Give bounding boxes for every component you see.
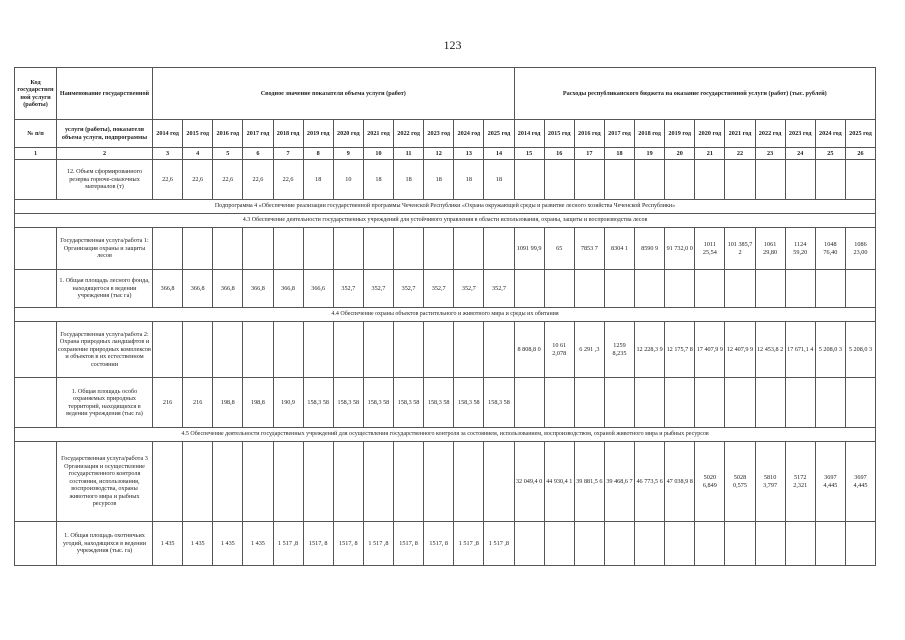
value-cell: 366,6 [303,270,333,308]
value-cell [183,322,213,378]
value-cell: 22,6 [273,160,303,200]
value-cell [363,322,393,378]
expenses-year-header: 2022 год [755,120,785,148]
expense-cell [665,378,695,428]
expense-cell: 17 407,9 9 [695,322,725,378]
value-cell: 352,7 [424,270,454,308]
row-number [15,322,57,378]
column-number: 3 [153,148,183,160]
expense-cell [785,160,815,200]
table-row [15,522,876,566]
column-number: 18 [604,148,634,160]
value-cell: 198,8 [213,378,243,428]
expense-cell [574,270,604,308]
expense-cell: 5810 3,797 [755,442,785,522]
expense-cell: 5 208,0 3 [845,322,875,378]
row-number [15,160,57,200]
column-numbers-row [15,148,876,160]
expense-cell [815,378,845,428]
expense-cell [815,522,845,566]
column-number: 8 [303,148,333,160]
value-cell [424,228,454,270]
expense-cell [755,270,785,308]
value-cell: 352,7 [333,270,363,308]
values-year-header: 2015 год [183,120,213,148]
value-cell: 198,8 [243,378,273,428]
value-cell [153,442,183,522]
expense-cell [544,378,574,428]
value-cell [484,322,514,378]
row-number-header: № п/п [15,120,57,148]
column-number: 1 [15,148,57,160]
expense-cell [725,378,755,428]
value-cell: 18 [363,160,393,200]
value-cell: 1517, 8 [303,522,333,566]
column-number: 4 [183,148,213,160]
column-number: 23 [755,148,785,160]
section-row [15,200,876,214]
row-name: 12. Объем сформированного резерва горюче-смазочных материалов (т) [57,160,153,200]
table-row [15,270,876,308]
row-number [15,522,57,566]
header-row-1 [15,68,876,120]
value-cell [454,322,484,378]
expense-cell: 1061 29,80 [755,228,785,270]
expense-cell: 8304 1 [604,228,634,270]
value-cell [424,322,454,378]
value-cell: 1 517 ,8 [484,522,514,566]
expense-cell [544,522,574,566]
column-number: 2 [57,148,153,160]
value-cell: 1 517 ,8 [273,522,303,566]
value-cell [454,228,484,270]
values-year-header: 2014 год [153,120,183,148]
column-number: 17 [574,148,604,160]
expense-cell: 1086 23,00 [845,228,875,270]
expense-cell: 1091 99,9 [514,228,544,270]
expenses-year-header: 2023 год [785,120,815,148]
column-number: 13 [454,148,484,160]
value-cell [394,442,424,522]
table-row [15,378,876,428]
value-cell: 1517, 8 [424,522,454,566]
section-row [15,308,876,322]
value-cell: 366,8 [183,270,213,308]
value-cell: 1 435 [183,522,213,566]
expense-cell: 5028 0,575 [725,442,755,522]
expenses-year-header: 2018 год [635,120,665,148]
expense-cell: 8590 9 [635,228,665,270]
expense-cell [514,522,544,566]
name-header: Наименование государственной [57,68,153,120]
value-cell: 22,6 [153,160,183,200]
values-year-header: 2016 год [213,120,243,148]
expense-cell [695,270,725,308]
value-cell [333,228,363,270]
value-cell [213,442,243,522]
values-year-header: 2018 год [273,120,303,148]
value-cell: 366,8 [153,270,183,308]
section-row [15,214,876,228]
expense-cell: 39 881,5 6 [574,442,604,522]
value-cell: 216 [153,378,183,428]
column-number: 7 [273,148,303,160]
expenses-year-header: 2019 год [665,120,695,148]
expense-cell: 44 930,4 1 [544,442,574,522]
expense-cell [604,522,634,566]
expense-cell [604,160,634,200]
expense-cell [604,378,634,428]
value-cell: 1 435 [243,522,273,566]
expense-cell [725,160,755,200]
value-cell: 352,7 [394,270,424,308]
expense-cell [755,160,785,200]
values-year-header: 2017 год [243,120,273,148]
value-cell: 190,9 [273,378,303,428]
values-year-header: 2021 год [363,120,393,148]
row-number [15,228,57,270]
values-year-header: 2022 год [394,120,424,148]
table-row [15,228,876,270]
column-number: 11 [394,148,424,160]
expense-cell: 17 671,1 4 [785,322,815,378]
expense-cell: 12 228,3 9 [635,322,665,378]
expenses-group-header: Расходы республиканского бюджета на оказание государственной услуги (работ) (тыс. рублей) [514,68,876,120]
expense-cell [695,522,725,566]
expenses-year-header: 2025 год [845,120,875,148]
expense-cell [815,270,845,308]
header-row-2 [15,120,876,148]
expense-cell: 32 049,4 0 [514,442,544,522]
value-cell: 366,8 [213,270,243,308]
value-cell: 18 [454,160,484,200]
expense-cell: 8 808,8 0 [514,322,544,378]
expense-cell [785,270,815,308]
expense-cell [544,270,574,308]
expense-cell [574,378,604,428]
values-year-header: 2020 год [333,120,363,148]
value-cell [333,442,363,522]
value-cell: 1 435 [213,522,243,566]
expenses-year-header: 2020 год [695,120,725,148]
value-cell: 158,3 58 [363,378,393,428]
value-cell: 158,3 58 [424,378,454,428]
value-cell [424,442,454,522]
row-name: 1. Общая площадь особо охраняемых природных территорий, находящихся в ведении учреждения (тыс га) [57,378,153,428]
value-cell: 158,3 58 [484,378,514,428]
expense-cell [514,378,544,428]
expense-cell [635,270,665,308]
section-title: Подпрограмма 4 «Обеспечение реализации государственной программы Чеченской Республики «Охрана окружающей среды и развитие лесного хозяйства Чеченской Республики» [15,200,876,214]
expense-cell [845,522,875,566]
code-header: Код государственной услуги (работы) [15,68,57,120]
section-title: 4.5 Обеспечение деятельности государственных учреждений для осуществления государственного контроля за состоянием, использованием, воспроизводством, охраной животного мира и рыбных ресурсов [15,428,876,442]
value-cell [183,442,213,522]
expense-cell [604,270,634,308]
expense-cell [544,160,574,200]
column-number: 9 [333,148,363,160]
value-cell: 352,7 [363,270,393,308]
expenses-year-header: 2024 год [815,120,845,148]
expense-cell: 1259 8,235 [604,322,634,378]
row-name: Государственная услуга/работа 3 Организация и осуществление государственного контроля состояния, использования, воспроизводства, охраны животного мира и рыбных ресурсов [57,442,153,522]
section-row [15,428,876,442]
expense-cell: 5172 2,321 [785,442,815,522]
value-cell [153,228,183,270]
expense-cell [695,378,725,428]
expense-cell [574,522,604,566]
expenses-year-header: 2014 год [514,120,544,148]
expense-cell [635,522,665,566]
value-cell: 158,3 58 [333,378,363,428]
value-cell [484,228,514,270]
value-cell: 10 [333,160,363,200]
value-cell [153,322,183,378]
value-cell: 158,3 58 [303,378,333,428]
expense-cell: 1011 25,54 [695,228,725,270]
value-cell: 22,6 [243,160,273,200]
value-cell [213,322,243,378]
value-cell [394,228,424,270]
page-number: 123 [443,38,462,52]
row-number [15,378,57,428]
column-number: 15 [514,148,544,160]
value-cell [273,322,303,378]
value-cell: 18 [484,160,514,200]
expense-cell [514,270,544,308]
column-number: 20 [665,148,695,160]
expense-cell: 1124 59,20 [785,228,815,270]
expense-cell [845,270,875,308]
column-number: 19 [635,148,665,160]
column-number: 24 [785,148,815,160]
column-number: 14 [484,148,514,160]
expense-cell [785,522,815,566]
expense-cell: 3697 4,445 [815,442,845,522]
expense-cell [665,160,695,200]
table-row [15,322,876,378]
budget-table [14,67,876,566]
expense-cell: 101 385,7 2 [725,228,755,270]
expense-cell [755,522,785,566]
services-header: услуги (работы), показателя объема услуги, подпрограммы [57,120,153,148]
value-cell: 352,7 [454,270,484,308]
value-cell: 1 517 ,8 [454,522,484,566]
value-cell: 216 [183,378,213,428]
value-cell: 366,8 [243,270,273,308]
value-cell: 366,8 [273,270,303,308]
expense-cell: 47 038,9 8 [665,442,695,522]
value-cell: 18 [424,160,454,200]
expenses-year-header: 2015 год [544,120,574,148]
expense-cell: 10 61 2,078 [544,322,574,378]
value-cell: 158,3 58 [394,378,424,428]
column-number: 22 [725,148,755,160]
expenses-year-header: 2016 год [574,120,604,148]
row-name: 1. Общая площадь охотничьих угодий, находящихся в ведении учреждения (тыс. га) [57,522,153,566]
value-cell [183,228,213,270]
expense-cell: 12 407,9 9 [725,322,755,378]
table-row [15,442,876,522]
expense-cell [815,160,845,200]
row-name: 1. Общая площадь лесного фонда, находящегося в ведении учреждения (тыс га) [57,270,153,308]
expense-cell [514,160,544,200]
value-cell [243,228,273,270]
expense-cell [665,270,695,308]
expense-cell [635,160,665,200]
expense-cell: 7853 7 [574,228,604,270]
column-number: 6 [243,148,273,160]
column-number: 12 [424,148,454,160]
value-cell [484,442,514,522]
expense-cell [845,160,875,200]
values-year-header: 2025 год [484,120,514,148]
expense-cell: 1048 76,40 [815,228,845,270]
expense-cell: 46 773,5 6 [635,442,665,522]
value-cell: 1517, 8 [394,522,424,566]
value-cell [243,322,273,378]
expense-cell: 5020 6,849 [695,442,725,522]
expenses-year-header: 2021 год [725,120,755,148]
value-cell [454,442,484,522]
expenses-year-header: 2017 год [604,120,634,148]
value-cell [303,442,333,522]
value-cell [243,442,273,522]
value-cell: 22,6 [183,160,213,200]
row-number [15,270,57,308]
expense-cell [635,378,665,428]
expense-cell: 39 468,6 7 [604,442,634,522]
expense-cell [725,270,755,308]
expense-cell [845,378,875,428]
value-cell [213,228,243,270]
section-title: 4.4 Обеспечение охраны объектов растительного и животного мира и среды их обитания [15,308,876,322]
value-cell: 352,7 [484,270,514,308]
expense-cell: 3697 4,445 [845,442,875,522]
section-title: 4.3 Обеспечение деятельности государственных учреждений для устойчивого управления в области использования, охраны, защиты и воспроизводства лесов [15,214,876,228]
value-cell: 1 435 [153,522,183,566]
expense-cell: 6 291 ,3 [574,322,604,378]
row-name: Государственная услуга/работа 2: Охрана природных ландшафтов и сохранение природных комплексов и объектов в их естественном состоянии [57,322,153,378]
expense-cell: 91 732,0 0 [665,228,695,270]
expense-cell: 12 453,8 2 [755,322,785,378]
expense-cell: 12 175,7 8 [665,322,695,378]
value-cell [273,442,303,522]
value-cell [303,322,333,378]
column-number: 25 [815,148,845,160]
expense-cell [695,160,725,200]
column-number: 26 [845,148,875,160]
table-row [15,160,876,200]
expense-cell [574,160,604,200]
values-group-header: Сводное значение показателя объема услуги (работ) [153,68,515,120]
expense-cell: 65 [544,228,574,270]
value-cell [363,228,393,270]
expense-cell [785,378,815,428]
column-number: 5 [213,148,243,160]
value-cell: 18 [303,160,333,200]
value-cell: 18 [394,160,424,200]
values-year-header: 2019 год [303,120,333,148]
value-cell [303,228,333,270]
row-number [15,442,57,522]
expense-cell [665,522,695,566]
value-cell [333,322,363,378]
values-year-header: 2024 год [454,120,484,148]
value-cell: 1517, 8 [333,522,363,566]
values-year-header: 2023 год [424,120,454,148]
row-name: Государственная услуга/работа 1: Организация охраны и защиты лесов [57,228,153,270]
column-number: 21 [695,148,725,160]
expense-cell: 5 208,0 3 [815,322,845,378]
value-cell: 1 517 ,8 [363,522,393,566]
value-cell [273,228,303,270]
value-cell [363,442,393,522]
column-number: 16 [544,148,574,160]
column-number: 10 [363,148,393,160]
value-cell: 22,6 [213,160,243,200]
value-cell [394,322,424,378]
expense-cell [755,378,785,428]
value-cell: 158,3 58 [454,378,484,428]
expense-cell [725,522,755,566]
